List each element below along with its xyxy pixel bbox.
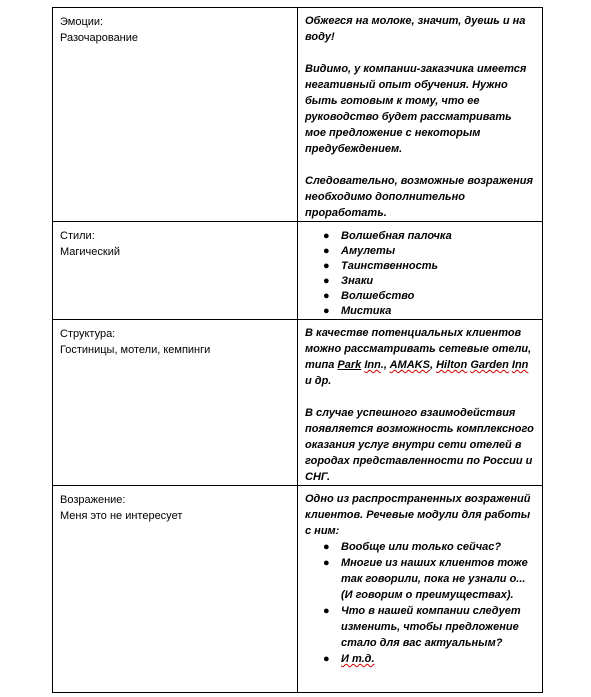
- list-item: ● Мистика: [323, 305, 392, 317]
- table-row: [53, 486, 543, 693]
- bullet-icon: ●: [323, 305, 330, 317]
- bullet-icon: ●: [323, 605, 330, 617]
- row-label: Эмоции:: [60, 16, 104, 28]
- row-label: Структура:: [60, 328, 116, 340]
- list-item: ● Знаки: [323, 275, 374, 287]
- list-item: ● Многие из наших клиентов тоже так говорили, пока не узнали о... (И говорим о преимуществах).: [323, 557, 528, 601]
- bullet-list: [305, 229, 534, 319]
- document-table: [52, 7, 543, 693]
- bullet-icon: ●: [323, 653, 330, 665]
- bullet-icon: ●: [323, 541, 330, 553]
- table-row: [53, 8, 543, 222]
- list-item: ● Что в нашей компании следует изменить, чтобы предложение стало для вас актуальным?: [323, 605, 521, 649]
- paragraph: Одно из распространенных возражений клиентов. Речевые модули для работы с ним:: [305, 493, 531, 537]
- paragraph: В качестве потенциальных клиентов можно рассматривать сетевые отели, типа Park Inn., AMAKS, Hilton Garden Inn и др.: [305, 327, 532, 387]
- table-cell-content: [298, 222, 543, 320]
- table-cell-label: [53, 486, 298, 693]
- bullet-icon: ●: [323, 230, 330, 242]
- bullet-icon: ●: [323, 260, 330, 272]
- table-cell-label: [53, 8, 298, 222]
- row-label: Возражение:: [60, 494, 126, 506]
- bullet-icon: ●: [323, 557, 330, 569]
- bullet-icon: ●: [323, 290, 330, 302]
- table-cell-content: [298, 486, 543, 693]
- bullet-icon: ●: [323, 275, 330, 287]
- list-item: ● Волшебная палочка: [323, 230, 452, 242]
- table-row: [53, 222, 543, 320]
- list-item: ● Вообще или только сейчас?: [323, 541, 502, 553]
- paragraph: В случае успешного взаимодействия появляется возможность комплексного оказания услуг внутри сети отелей в городах представленности по России и СНГ.: [305, 407, 534, 483]
- list-item: ● И т.д.: [323, 653, 375, 665]
- bullet-list: [305, 539, 534, 667]
- list-item: ● Амулеты: [323, 245, 396, 257]
- table-cell-content: [298, 8, 543, 222]
- paragraph: Видимо, у компании-заказчика имеется негативный опыт обучения. Нужно быть готовым к тому, что ее руководство будет рассматривать мое предложение с некоторым предубеждением.: [305, 63, 527, 155]
- row-label: Стили:: [60, 230, 95, 242]
- table-row: [53, 320, 543, 486]
- bullet-icon: ●: [323, 245, 330, 257]
- paragraph: Следовательно, возможные возражения необходимо дополнительно проработать.: [305, 175, 533, 219]
- table-cell-content: [298, 320, 543, 486]
- row-value: Магический: [60, 246, 121, 258]
- row-value: Меня это не интересует: [60, 510, 183, 522]
- list-item: ● Волшебство: [323, 290, 415, 302]
- table-cell-label: [53, 222, 298, 320]
- paragraph: Обжегся на молоке, значит, дуешь и на воду!: [305, 15, 526, 43]
- row-value: Разочарование: [60, 32, 139, 44]
- row-value: Гостиницы, мотели, кемпинги: [60, 344, 211, 356]
- list-item: ● Таинственность: [323, 260, 439, 272]
- table-cell-label: [53, 320, 298, 486]
